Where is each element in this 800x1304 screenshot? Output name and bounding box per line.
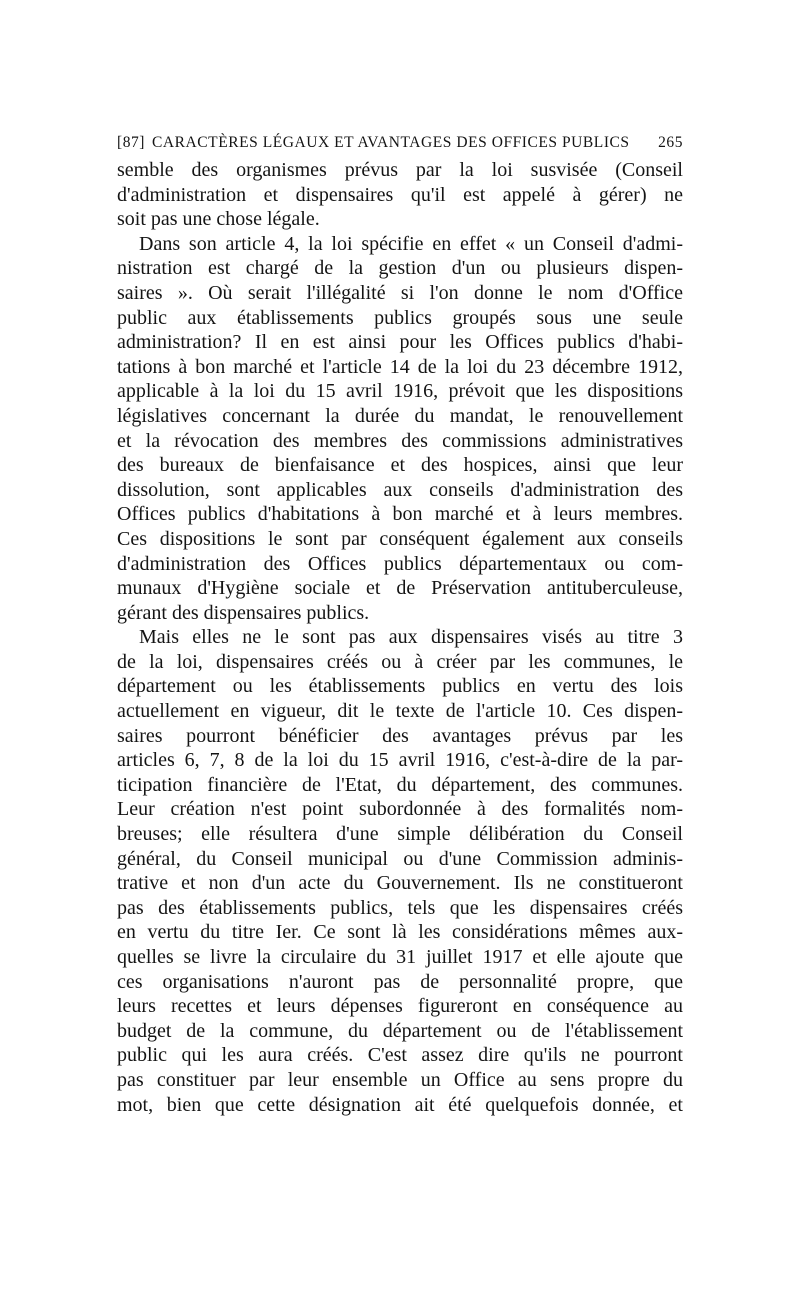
page-number: 265 — [658, 134, 683, 151]
text-line: munaux d'Hygiène sociale et de Préservation antituberculeuse, — [117, 577, 683, 600]
text-line: Offices publics d'habitations à bon marché et à leurs membres. — [117, 503, 683, 526]
text-line: articles 6, 7, 8 de la loi du 15 avril 1916, c'est-à-dire de la par- — [117, 749, 683, 772]
running-head — [117, 134, 683, 152]
text-line: général, du Conseil municipal ou d'une Commission adminis- — [117, 847, 683, 870]
text-line: saires ». Où serait l'illégalité si l'on donne le nom d'Office — [117, 281, 683, 304]
text-line: et la révocation des membres des commissions administratives — [117, 429, 683, 452]
paragraph-3 — [117, 625, 683, 1117]
text-line: législatives concernant la durée du mandat, le renouvellement — [117, 404, 683, 427]
text-line: breuses; elle résultera d'une simple délibération du Conseil — [117, 823, 683, 846]
text-line: administration? Il en est ainsi pour les Offices publics d'habi- — [117, 331, 683, 354]
text-line: soit pas une chose légale. — [117, 208, 320, 231]
text-line: Dans son article 4, la loi spécifie en effet « un Conseil d'admi- — [139, 232, 683, 255]
text-line: gérant des dispensaires publics. — [117, 601, 370, 624]
text-line: Leur création n'est point subordonnée à des formalités nom- — [117, 798, 683, 821]
text-line: actuellement en vigueur, dit le texte de l'article 10. Ces dispen- — [117, 700, 683, 723]
text-line: des bureaux de bienfaisance et des hospices, ainsi que leur — [117, 454, 683, 477]
running-head-left — [117, 134, 630, 152]
text-line: ticipation financière de l'Etat, du département, des communes. — [117, 773, 683, 796]
paragraph-2 — [117, 232, 683, 626]
text-line: public aux établissements publics groupés sous une seule — [117, 306, 683, 329]
text-line: applicable à la loi du 15 avril 1916, prévoit que les dispositions — [117, 380, 683, 403]
body-text — [117, 158, 683, 1117]
text-line: saires pourront bénéficier des avantages prévus par les — [117, 724, 683, 747]
text-line: semble des organismes prévus par la loi susvisée (Conseil — [117, 159, 683, 181]
paragraph-1 — [117, 158, 683, 232]
text-line: public qui les aura créés. C'est assez dire qu'ils ne pourront — [117, 1044, 683, 1067]
text-line: trative et non d'un acte du Gouvernement. Ils ne constitueront — [117, 872, 683, 895]
text-line: pas constituer par leur ensemble un Office au sens propre du — [117, 1068, 683, 1091]
text-line: d'administration des Offices publics départementaux ou com- — [117, 552, 683, 575]
running-title: CARACTÈRES LÉGAUX ET AVANTAGES DES OFFICES PUBLICS — [152, 134, 630, 151]
text-line: d'administration et dispensaires qu'il est appelé à gérer) ne — [117, 183, 683, 206]
text-line: Ces dispositions le sont par conséquent également aux conseils — [117, 527, 683, 550]
text-line: pas des établissements publics, tels que les dispensaires créés — [117, 896, 683, 919]
text-line: ces organisations n'auront pas de personnalité propre, que — [117, 970, 683, 993]
text-line: tations à bon marché et l'article 14 de la loi du 23 décembre 1912, — [117, 355, 683, 378]
text-line: en vertu du titre Ier. Ce sont là les considérations mêmes aux- — [117, 921, 683, 944]
text-line: budget de la commune, du département ou de l'établissement — [117, 1019, 683, 1042]
text-line: leurs recettes et leurs dépenses figureront en conséquence au — [117, 995, 683, 1018]
text-line: mot, bien que cette désignation ait été quelquefois donnée, et — [117, 1093, 683, 1116]
text-line: de la loi, dispensaires créés ou à créer par les communes, le — [117, 650, 683, 673]
section-number: [87] — [117, 134, 146, 151]
book-page — [117, 134, 683, 1117]
text-line: Mais elles ne le sont pas aux dispensaires visés au titre 3 — [139, 626, 683, 649]
text-line: quelles se livre la circulaire du 31 juillet 1917 et elle ajoute que — [117, 946, 683, 968]
text-line: dissolution, sont applicables aux conseils d'administration des — [117, 478, 683, 501]
text-line: département ou les établissements publics en vertu des lois — [117, 675, 683, 698]
text-line: nistration est chargé de la gestion d'un ou plusieurs dispen- — [117, 257, 683, 280]
